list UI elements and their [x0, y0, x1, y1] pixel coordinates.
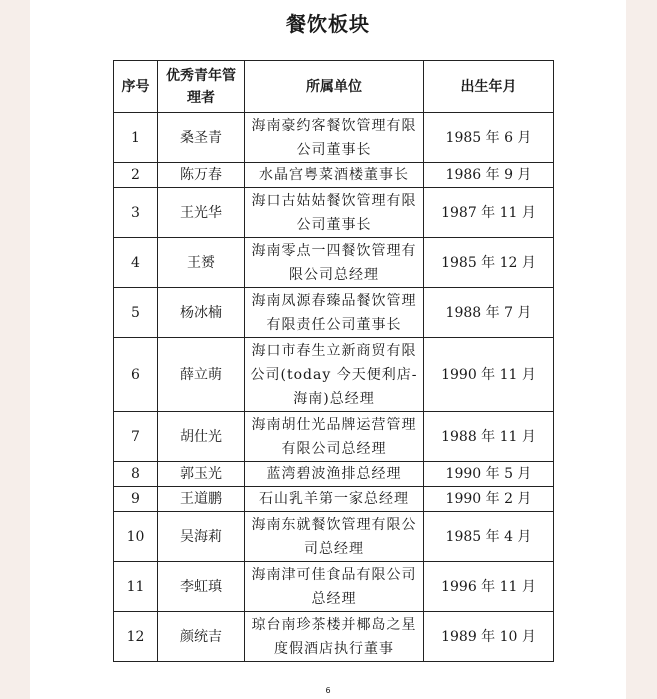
row-manager-name: 颜统吉 [158, 612, 245, 662]
row-serial-number: 1 [114, 113, 158, 163]
row-birth-date: 1990 年 5 月 [424, 462, 554, 487]
row-manager-name: 郭玉光 [158, 462, 245, 487]
row-affiliated-unit: 海南津可佳食品有限公司总经理 [245, 562, 424, 612]
row-manager-name: 李虹瑱 [158, 562, 245, 612]
row-birth-date: 1987 年 11 月 [424, 188, 554, 238]
row-affiliated-unit: 海南凤源春臻品餐饮管理有限责任公司董事长 [245, 288, 424, 338]
row-birth-date: 1989 年 10 月 [424, 612, 554, 662]
row-manager-name: 薛立萌 [158, 338, 245, 412]
table-row [114, 288, 554, 338]
row-manager-name: 王光华 [158, 188, 245, 238]
row-serial-number: 3 [114, 188, 158, 238]
header-manager-name: 优秀青年管理者 [158, 61, 245, 113]
header-birth-date: 出生年月 [424, 61, 554, 113]
table-row [114, 238, 554, 288]
table-row [114, 113, 554, 163]
table-body [114, 113, 554, 662]
table-row [114, 188, 554, 238]
row-birth-date: 1996 年 11 月 [424, 562, 554, 612]
row-manager-name: 桑圣青 [158, 113, 245, 163]
row-manager-name: 陈万春 [158, 163, 245, 188]
table-row [114, 487, 554, 512]
table-row [114, 512, 554, 562]
row-serial-number: 5 [114, 288, 158, 338]
row-birth-date: 1986 年 9 月 [424, 163, 554, 188]
row-birth-date: 1985 年 12 月 [424, 238, 554, 288]
row-affiliated-unit: 海口市春生立新商贸有限公司(today 今天便利店-海南)总经理 [245, 338, 424, 412]
row-birth-date: 1990 年 2 月 [424, 487, 554, 512]
document-page [30, 0, 626, 699]
row-birth-date: 1985 年 6 月 [424, 113, 554, 163]
table-row [114, 462, 554, 487]
row-serial-number: 11 [114, 562, 158, 612]
page-number: 6 [325, 686, 331, 695]
row-manager-name: 杨冰楠 [158, 288, 245, 338]
row-serial-number: 9 [114, 487, 158, 512]
row-affiliated-unit: 石山乳羊第一家总经理 [245, 487, 424, 512]
row-affiliated-unit: 海南零点一四餐饮管理有限公司总经理 [245, 238, 424, 288]
row-serial-number: 8 [114, 462, 158, 487]
row-serial-number: 6 [114, 338, 158, 412]
row-manager-name: 王赟 [158, 238, 245, 288]
row-birth-date: 1985 年 4 月 [424, 512, 554, 562]
row-birth-date: 1988 年 7 月 [424, 288, 554, 338]
row-serial-number: 12 [114, 612, 158, 662]
table-row [114, 612, 554, 662]
page-title: 餐饮板块 [286, 12, 370, 36]
row-serial-number: 4 [114, 238, 158, 288]
table-row [114, 562, 554, 612]
row-affiliated-unit: 海南东就餐饮管理有限公司总经理 [245, 512, 424, 562]
table-row [114, 338, 554, 412]
row-birth-date: 1988 年 11 月 [424, 412, 554, 462]
row-birth-date: 1990 年 11 月 [424, 338, 554, 412]
row-affiliated-unit: 琼台南珍茶楼并椰岛之星度假酒店执行董事 [245, 612, 424, 662]
table-row [114, 412, 554, 462]
table-row [114, 163, 554, 188]
row-serial-number: 2 [114, 163, 158, 188]
manager-table [113, 60, 554, 662]
row-manager-name: 胡仕光 [158, 412, 245, 462]
row-affiliated-unit: 海口古姑姑餐饮管理有限公司董事长 [245, 188, 424, 238]
header-serial-number: 序号 [114, 61, 158, 113]
row-serial-number: 10 [114, 512, 158, 562]
row-affiliated-unit: 海南豪约客餐饮管理有限公司董事长 [245, 113, 424, 163]
header-affiliated-unit: 所属单位 [245, 61, 424, 113]
row-affiliated-unit: 海南胡仕光品牌运营管理有限公司总经理 [245, 412, 424, 462]
row-affiliated-unit: 水晶宫粤菜酒楼董事长 [245, 163, 424, 188]
row-manager-name: 吴海莉 [158, 512, 245, 562]
row-serial-number: 7 [114, 412, 158, 462]
row-affiliated-unit: 蓝湾碧波渔排总经理 [245, 462, 424, 487]
row-manager-name: 王道鹏 [158, 487, 245, 512]
table-header-row [114, 61, 554, 113]
